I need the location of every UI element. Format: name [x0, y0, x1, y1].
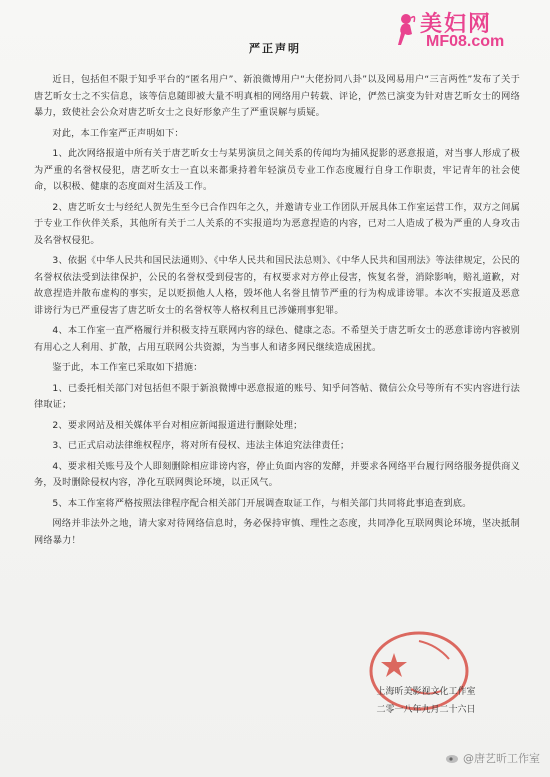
paragraph-measure-5: 5、本工作室将严格按照法律程序配合相关部门开展调查取证工作，与相关部门共同将此事追查到底。 — [52, 497, 472, 509]
brand-name: 美妇网 — [420, 11, 493, 37]
brand-domain: MF08.com — [426, 33, 505, 50]
paragraph-measure-3: 3、已正式启动法律维权程序，将对所有侵权、违法主体追究法律责任； — [52, 440, 350, 451]
signature-org: 上海昕美影视文化工作室 — [376, 687, 476, 697]
paragraph-measure-4: 4、要求相关账号及个人即刻删除相应诽谤内容，停止负面内容的发酵，并要求各网络平台履行网络服务提供商义务，及时删除侵权内容，净化互联网舆论环境，以正风气。 — [34, 460, 520, 488]
paragraph-measures-lead: 鉴于此，本工作室已采取如下措施： — [52, 362, 203, 373]
paragraph-statement-4: 4、本工作室一直严格履行并积极支持互联网内容的绿色、健康之态。不希望关于唐艺昕女士的恶意诽谤内容被别有用心之人利用、扩散，占用互联网公共资源，为当事人和诸多网民继续造成困扰。 — [34, 325, 520, 353]
weibo-icon — [445, 752, 459, 764]
paragraph-closing: 网络并非法外之地，请大家对待网络信息时，务必保持审慎、理性之态度，共同净化互联网舆论环境，坚决抵制网络暴力！ — [34, 518, 520, 546]
paragraph-intro: 近日，包括但不限于知乎平台的“匿名用户”、新浪微博用户“大佬扮同八卦”以及网易用户“三言两性”发布了关于唐艺昕女士之不实信息，该等信息随即被大量不明真相的网络用户转载、评论，俨然已演变为针对唐艺昕女士的网络暴力，致使社会公众对唐艺昕女士之良好形象产生了严重误解与质疑。 — [34, 74, 520, 118]
paragraph-statement-1: 1、此次网络报道中所有关于唐艺昕女士与某男演员之间关系的传闻均为捕风捉影的恶意报道，对当事人形成了极为严重的名誉权侵犯，唐艺昕女士一直以来都秉持着年轻演员专业工作态度履行自身工作职责，牢记青年的社会使命，以积极、健康的态度面对生活及工作。 — [34, 148, 520, 192]
signature-date: 二零一八年九月二十六日 — [376, 705, 476, 715]
paragraph-statement-lead: 对此，本工作室严正声明如下： — [52, 127, 184, 139]
document-body — [34, 72, 520, 553]
paragraph-measure-1: 1、已委托相关部门对包括但不限于新浪微博中恶意报道的账号、知乎问答帖、微信公众号等所有不实内容进行法律取证； — [34, 382, 520, 410]
paragraph-statement-3: 3、依据《中华人民共和国民法通则》、《中华人民共和国民法总则》、《中华人民共和国刑法》等法律规定，公民的名誉权依法受到法律保护，公民的名誉权受到侵害的，有权要求对方停止侵害，恢复名誉，消除影响，赔礼道歉，对故意捏造并散布虚构的事实，足以贬损他人人格，毁坏他人名誉且情节严重的行为构成诽谤罪。本次不实报道及恶意诽谤行为已严重侵害了唐艺昕女士的名誉权等人格权利且已涉嫌刑事犯罪。 — [34, 255, 520, 316]
signature-block — [366, 683, 486, 719]
paragraph-measure-2: 2、要求网站及相关媒体平台对相应新闻报道进行删除处理； — [52, 419, 303, 431]
document-title: 严正声明 — [249, 42, 301, 55]
watermark-text: @唐艺昕工作室 — [463, 752, 540, 765]
weibo-watermark — [445, 750, 540, 766]
paragraph-statement-2: 2、唐艺昕女士与经纪人贺先生至今已合作四年之久，并邀请专业工作团队开展具体工作室运营工作，双方之间属于专业工作伙伴关系，其他所有关于二人关系的不实报道均为恶意捏造的内容，已对二人造成了极为严重的人身攻击及名誉权侵犯。 — [34, 201, 520, 246]
